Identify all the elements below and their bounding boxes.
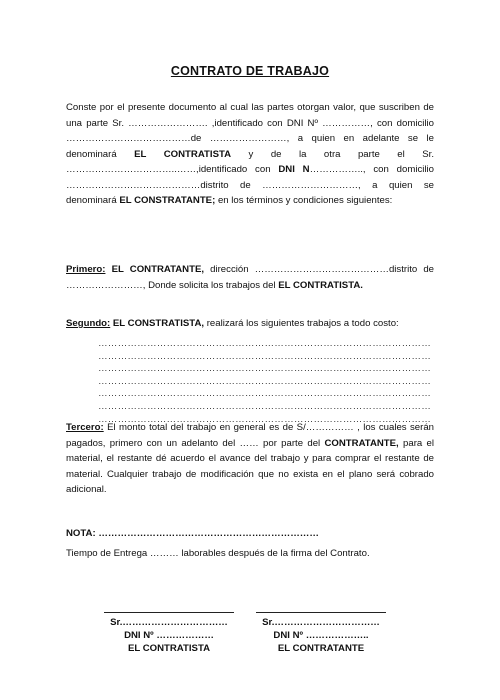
dot-line: ………………………………………………………………………………………… [98, 338, 431, 349]
nota-section [66, 526, 434, 561]
intro-text-4: en los términos y condiciones siguientes: [215, 195, 393, 206]
dot-line: ………………………………………………………………………………………… [98, 375, 431, 387]
dot-line: ………………………………………………………………………………………… [98, 388, 431, 400]
signature-dni: DNI Nº ……………… [124, 630, 214, 641]
contratista-term: EL CONTRATISTA [134, 148, 232, 160]
tercero-label: Tercero: [66, 422, 104, 433]
contratante-term: CONTRATANTE, [324, 437, 399, 449]
document-title: CONTRATO DE TRABAJO [170, 64, 330, 78]
clause-primero [66, 262, 434, 293]
work-description-lines [98, 338, 436, 426]
entrega-text: Tiempo de Entrega ……… laborables después de la firma del Contrato. [66, 547, 370, 559]
intro-text-3: …………….., con domicilio ……………………………………distrito de …………………………, a quien se denominará [66, 164, 434, 206]
intro-paragraph [66, 100, 434, 209]
dot-line: ………………………………………………………………………………………… [98, 350, 431, 362]
signature-contratante [246, 612, 396, 655]
segundo-label: Segundo: [66, 318, 111, 329]
dni-label: DNI N [278, 164, 310, 175]
dot-line: ………………………………………………………………………………………… [98, 400, 431, 412]
constratante-term: EL CONSTRATANTE; [119, 195, 216, 206]
segundo-party: EL CONSTRATISTA, [110, 318, 205, 329]
signature-sr: Sr.…………………………… [262, 617, 380, 628]
primero-label: Primero: [66, 264, 106, 275]
signature-line [256, 612, 386, 613]
tercero-text: El monto total del trabajo en general es de S/…………… , los cuales serán pagados, primero con un adelanto del …… por parte del [66, 422, 434, 449]
signature-contratista [94, 612, 244, 655]
signature-dni: DNI Nº ……………….. [273, 630, 369, 641]
primero-end: EL CONTRATISTA. [278, 279, 363, 291]
signature-role: EL CONTRATISTA [127, 643, 211, 654]
clause-segundo [66, 316, 434, 332]
dot-line: ………………………………………………………………………………………… [98, 413, 431, 425]
dot-line: ………………………………………………………………………………………… [98, 363, 431, 375]
primero-party: EL CONTRATANTE, [105, 264, 205, 275]
signature-role: EL CONTRATANTE [277, 643, 365, 654]
nota-label: NOTA: …………………………………………………………… [66, 528, 319, 539]
signature-line [104, 612, 234, 613]
primero-text: dirección ……………………………………distrito de ……………………, Donde solicita los trabajos del [66, 264, 435, 291]
tercero-text-2: para el material, el restante dé acuerdo el avance del trabajo y para comprar el restante de material. Cualquier trabajo de modificación que no exista en el plano será cobrado adicional. [66, 437, 434, 495]
intro-text-2: y de la otra parte el Sr. ……………………………..……,identificado con [66, 148, 434, 175]
segundo-text: realizará los siguientes trabajos a todo costo: [204, 318, 399, 329]
signature-sr: Sr.…………………………… [110, 617, 228, 628]
intro-text: Conste por el presente documento al cual las partes otorgan valor, que suscriben de una parte Sr. ……………………. ,identificado con DNI Nº ……………, con domicilio …………………………………de ……………………, a quien en adelante se le denominará [66, 102, 434, 160]
clause-tercero [66, 420, 434, 498]
